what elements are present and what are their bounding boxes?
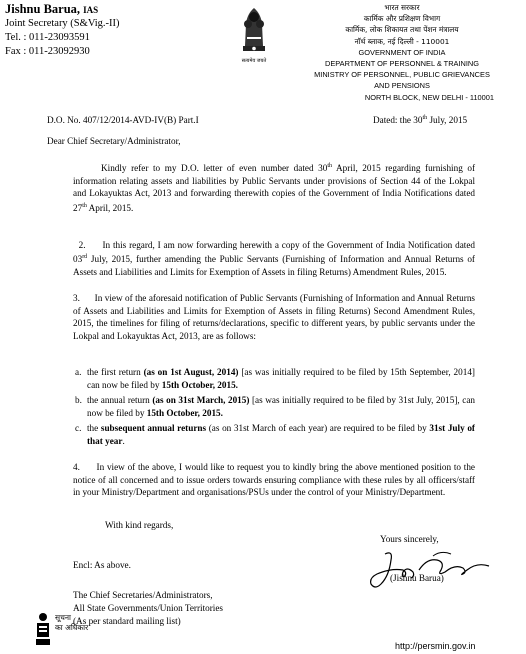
ministry-english-1: MINISTRY OF PERSONNEL, PUBLIC GRIEVANCES [314, 70, 490, 80]
officer-designation: Joint Secretary (S&Vig.-II) [5, 18, 120, 29]
officer-name: Jishnu Barua, IAS [5, 2, 99, 16]
paragraph-1: Kindly refer to my D.O. letter of even number dated 30th April, 2015 regarding furnishing of information relating assets and liabilities by Public Servants under provisions of Section 44 of the Lokpal and Lokayuktas Act, 2013 and forwarding therewith copies of the Government of India Notifications dated 27th April, 2015. [73, 163, 476, 213]
govt-english: GOVERNMENT OF INDIA [358, 47, 446, 57]
letterhead-right [282, 2, 522, 103]
rti-text-line: का अधिकार [55, 623, 89, 632]
list-item: c. the subsequent annual returns (as on 31st March of each year) are required to be filed by 31st July of that year. [75, 423, 475, 446]
dept-english: DEPARTMENT OF PERSONNEL & TRAINING [325, 59, 479, 69]
rti-text-line: सूचना [55, 613, 71, 622]
ministry-hindi: कार्मिक, लोक शिकायत तथा पेंशन मंत्रालय [345, 25, 459, 35]
address-english: NORTH BLOCK, NEW DELHI - 110001 [364, 92, 494, 102]
paragraph-4: 4. In view of the above, I would like to request you to kindly bring the above mentioned position to the notice of all concerned and to issue orders towards ensuring compliance with these rules by all officers/staff in your Ministry/Department and organisations/PSUs under the control of your Ministry/Department. [73, 462, 478, 498]
paragraph-2: 2. In this regard, I am now forwarding herewith a copy of the Government of India Notification dated 03rd July, 2015, further amending the Public Servants (Furnishing of Information and Annual Returns of Assets and Liabilities and Limits for Exemption of Assets in filing Returns) Amendment Rules, 2015. [73, 239, 478, 277]
reference-number: D.O. No. 407/12/2014-AVD-IV(B) Part.I [47, 115, 199, 125]
letterhead-left [5, 2, 120, 59]
list-item: b. the annual return (as on 31st March, 2015) [as was initially required to be filed by 31st July, 2015], can now be filed by 15th October, 2015. [75, 395, 476, 418]
recipient-line: The Chief Secretaries/Administrators, [73, 590, 213, 600]
paragraph-3: 3. In view of the aforesaid notification of Public Servants (Furnishing of Information and Annual Returns of Assets and Liabilities and Limits for Exemption of Assets in filing Returns) Second Amendment Rules, 2015, the timelines for filing of returns/declarations, specific to different years, by public servants under the Lokpal and Lokayuktas Act, 2013, are as follows: [73, 293, 478, 341]
website-url[interactable]: http://persmin.gov.in [395, 641, 476, 651]
enclosure-note: Encl: As above. [73, 560, 131, 570]
ministry-english-2: AND PENSIONS [374, 81, 430, 91]
govt-hindi: भारत सरकार [384, 3, 420, 12]
list-item: a. the first return (as on 1st August, 2014) [as was initially required to be filed by 15th September, 2014] can now be filed by 15th October, 2015. [75, 367, 475, 390]
signature [367, 548, 492, 592]
timeline-list [73, 366, 475, 451]
salutation: Dear Chief Secretary/Administrator, [47, 136, 181, 146]
recipient-line: (As per standard mailing list) [73, 616, 181, 626]
state-emblem-icon [237, 2, 271, 64]
recipients-block [73, 589, 223, 628]
telephone: Tel. : 011-23093591 [5, 32, 90, 43]
letter-date: Dated: the 30th July, 2015 [373, 115, 468, 126]
rti-logo-icon [33, 612, 53, 648]
address-hindi: नॉर्थ ब्लाक, नई दिल्ली - 110001 [354, 36, 450, 46]
rti-text [55, 613, 88, 633]
dept-hindi: कार्मिक और प्रशिक्षण विभाग [363, 14, 441, 24]
recipient-line: All State Governments/Union Territories [73, 603, 223, 613]
yours-sincerely: Yours sincerely, [380, 534, 439, 544]
fax: Fax : 011-23092930 [5, 46, 90, 57]
closing-regards: With kind regards, [105, 520, 174, 530]
signatory-name: (Jishnu Barua) [390, 573, 444, 583]
emblem-caption: सत्यमेव जयते [241, 58, 267, 64]
